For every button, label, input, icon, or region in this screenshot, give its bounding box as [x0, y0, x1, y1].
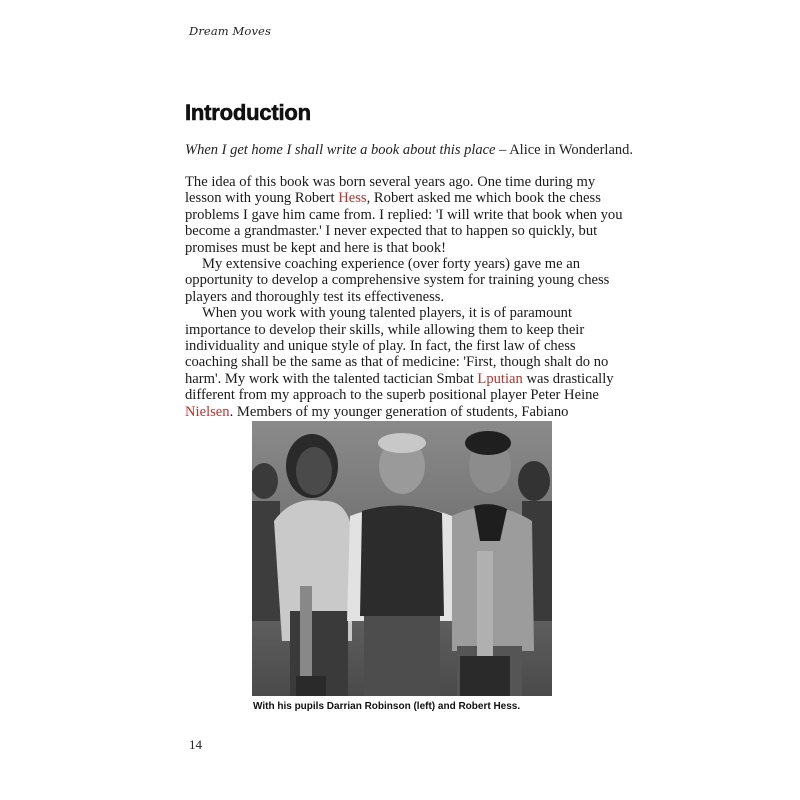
- player-name-link[interactable]: Nielsen: [185, 403, 230, 420]
- text-line: players and thoroughly test its effectiveness.: [185, 288, 445, 305]
- right-trophy: [477, 551, 493, 661]
- middle-person-hair: [378, 433, 426, 453]
- middle-person-vest: [360, 505, 444, 616]
- text-line: opportunity to develop a comprehensive system for training young chess: [185, 272, 610, 289]
- photo: [252, 421, 552, 696]
- photo-caption: With his pupils Darrian Robinson (left) and Robert Hess.: [253, 701, 521, 712]
- epigraph-attribution: Alice in Wonderland.: [509, 142, 633, 158]
- paragraph: [185, 256, 635, 305]
- text-line: lesson with young Robert Hess, Robert asked me which book the chess: [185, 190, 601, 207]
- text-line: importance to develop their skills, while allowing them to keep their: [185, 321, 585, 338]
- text-line: problems I gave him came from. I replied: 'I will write that book when you: [185, 206, 623, 223]
- text-line: The idea of this book was born several years ago. One time during my: [185, 174, 596, 190]
- paragraph: [185, 305, 635, 420]
- left-trophy-base: [296, 676, 326, 696]
- paragraph: [185, 174, 635, 256]
- photo-image: [252, 421, 552, 696]
- player-name-link[interactable]: Lputian: [477, 370, 523, 387]
- text-line: individuality and unique style of play. In fact, the first law of chess: [185, 338, 576, 355]
- middle-person-trousers: [364, 616, 440, 696]
- running-head: Dream Moves: [189, 24, 271, 38]
- text-line: become a grandmaster.' I never expected that to happen so quickly, but: [185, 223, 598, 240]
- text-line: My extensive coaching experience (over forty years) gave me an: [202, 256, 581, 273]
- epigraph: [185, 142, 633, 159]
- left-person-face: [296, 447, 332, 495]
- body-text: [185, 174, 635, 420]
- right-person-hair: [465, 431, 511, 455]
- right-trophy-base: [460, 656, 510, 696]
- background-person: [518, 461, 550, 501]
- chapter-title: Introduction: [185, 100, 311, 125]
- page-number: 14: [189, 737, 202, 752]
- text-line: different from my approach to the superb positional player Peter Heine: [185, 387, 599, 404]
- player-name-link[interactable]: Hess: [338, 190, 367, 207]
- text-line: coaching shall be the same as that of medicine: 'First, though shalt do no: [185, 354, 609, 371]
- epigraph-quote: When I get home I shall write a book about this place: [185, 142, 496, 158]
- text-line: Nielsen. Members of my younger generation of students, Fabiano: [185, 403, 569, 420]
- text-line: harm'. My work with the talented tactician Smbat Lputian was drastically: [185, 370, 614, 387]
- epigraph-dash: –: [495, 142, 510, 158]
- text-line: When you work with young talented players, it is of paramount: [202, 305, 573, 322]
- text-line: promises must be kept and here is that book!: [185, 239, 447, 256]
